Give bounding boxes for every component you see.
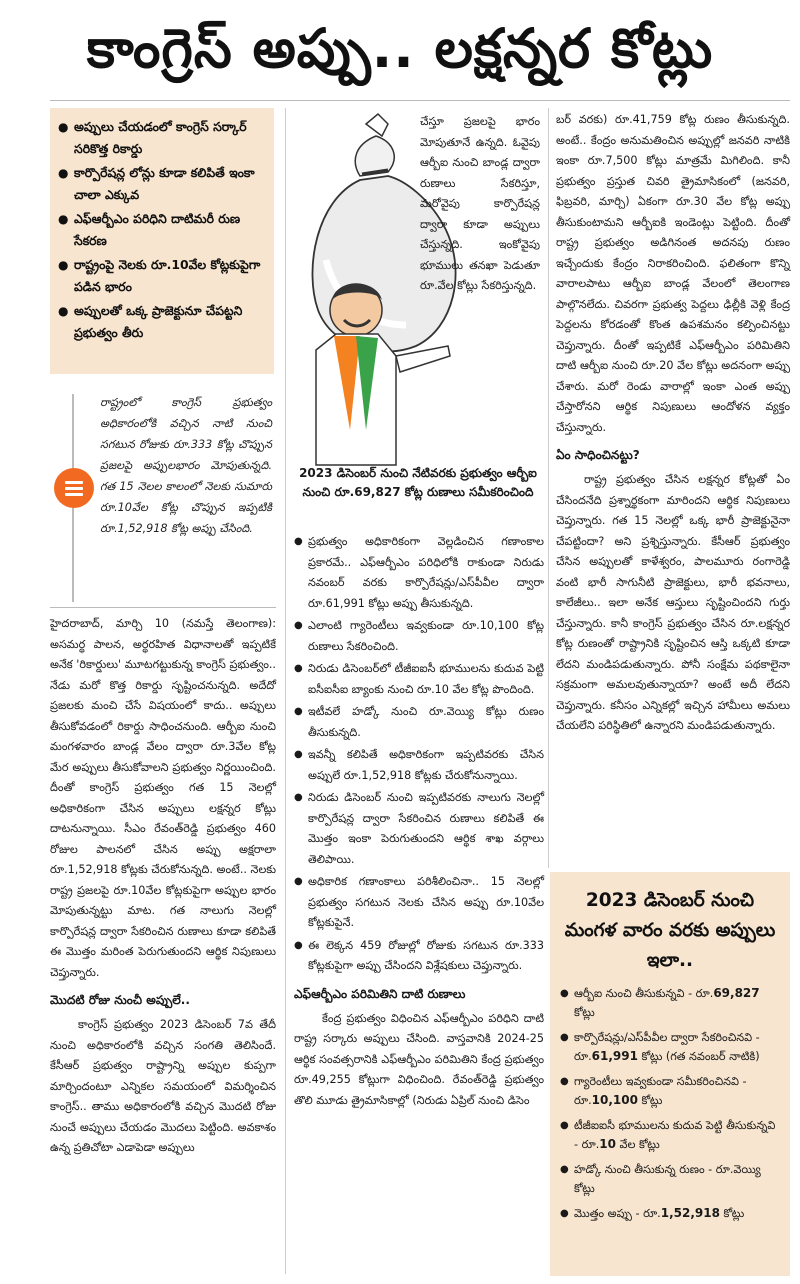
col2-bullet: ● ఎలాంటి గ్యారెంటీలు ఇవ్వకుండా రూ.10,100 కోట్ల రుణాలు సేకరించింది. (294, 616, 544, 657)
debt-summary-list (560, 984, 780, 1223)
highlights-box (50, 108, 274, 374)
column-divider-2 (548, 108, 549, 868)
highlight-item: ● ఎఫ్ఆర్బీఎం పరిధిని దాటిమరీ రుణ సేకరణ (58, 208, 268, 252)
column-2-lower (468, 336, 544, 466)
col2-bullets (294, 532, 544, 977)
top-divider (50, 100, 790, 101)
col3-subhead: ఏం సాధించినట్టు? (556, 448, 640, 462)
highlights-list (58, 116, 268, 344)
debt-item: ● హడ్కో నుంచి తీసుకున్న రుణం - రూ.వెయ్యి కోట్లు (560, 1160, 780, 1198)
headline: కాంగ్రెస్ అప్పు.. లక్షన్నర కోట్లు (86, 17, 714, 80)
col3-para1: బర్ వరకు) రూ.41,759 కోట్ల రుణం తీసుకున్నది. అంటే.. కేంద్రం అనుమతించిన అప్పుల్లో జనవరి నాటికి ఇంకా రూ.7,500 కోట్లు మాత్రమే మిగిలింది. కానీ ప్రభుత్వం ప్రస్తుత చివరి త్రైమాసికంలో (జనవరి, ఫిబ్రవరి, మార్చి) ఏకంగా రూ.30 వేల కోట్ల అప్పు తీసుకుంటామని ఆర్బీఐకి ఇండెంట్లు పెట్టింది. దీంతో రాష్ట్ర ప్రభుత్వం అడిగినంత అదనపు రుణం ఇచ్చేందుకు కేంద్రం నిరాకరించింది. ఫలితంగా కొన్ని వారాలపాటు ఆర్బీఐ బాండ్ల వేలంలో తెలంగాణ పాల్గొనలేదు. చివరగా ప్రభుత్వ పెద్దలు ఢిల్లీకి వెళ్లి కేంద్ర పెద్దలను కోరడంతో కొంత ఉపశమనం కల్పించినట్టు చెప్తున్నారు. దీంతో ఇప్పటికే ఎఫ్ఆర్బీఎం పరిమితిని దాటి ఆర్బీఐ నుంచి రూ.20 వేల కోట్లు అదనంగా అప్పు చేశారు. మరో రెండు వారాల్లో ఇంకా ఎంత అప్పు చేస్తారోనని ఆర్థిక నిపుణులు ఆందోళన వ్యక్తం చేస్తున్నారు. (556, 113, 790, 434)
column-2 (294, 532, 544, 1274)
column-2-top (420, 112, 540, 292)
col2-subhead: ఎఫ్ఆర్బీఎం పరిమితిని దాటి రుణాలు (294, 986, 466, 1001)
menu-icon (54, 468, 94, 508)
highlight-item: ● అప్పులతో ఒక్క ప్రాజెక్టునూ చేపట్టని ప్రభుత్వం తీరు (58, 300, 268, 344)
col2-top-text: చేస్తూ ప్రజలపై భారం మోపుతూనే ఉన్నది. ఓవైపు ఆర్బీఐ నుంచి బాండ్ల ద్వారా రుణాలు సేకరిస్తూ, మరోవైపు కార్పొరేషన్ల ద్వారా కూడా అప్పులు చేస్తున్నది. ఇంకోవైపు భూములు తనఖా పెడుతూ రూ.వేల కోట్లు సేకరిస్తున్నది. (420, 115, 540, 292)
col2-bullet: ● నిరుడు డిసెంబర్‌లో టీజీఐఐసీ భూములను కుదువ పెట్టి ఐసీఐసీఐ బ్యాంకు నుంచి రూ.10 వేల కోట్ల పొందింది. (294, 659, 544, 700)
debt-item: ● మొత్తం అప్పు - రూ.1,52,918 కోట్లు (560, 1204, 780, 1223)
debt-item: ● ఆర్బీఐ నుంచి తీసుకున్నవి - రూ.69,827 కోట్లు (560, 984, 780, 1022)
col3-para2: రాష్ట్ర ప్రభుత్వం చేసిన లక్షన్నర కోట్లతో ఏం చేసిందనేది ప్రశ్నార్థకంగా మారిందని ఆర్థిక నిపుణులు చెప్తున్నారు. గత 15 నెలల్లో ఒక్క భారీ ప్రాజెక్టునైనా చేపట్టిందా? అని ప్రశ్నిస్తున్నారు. కేసీఆర్ ప్రభుత్వం చేసిన అప్పులతో కాళేశ్వరం, పాలమూరు రంగారెడ్డి వంటి భారీ సాగునీటి ప్రాజెక్టులు, భారీ భవనాలు, కాలేజీలు.. ఇలా అనేక ఆస్తులు సృష్టించిందని గుర్తు చేస్తున్నారు. కానీ కాంగ్రెస్ ప్రభుత్వం చేసిన రూ.లక్షన్నర కోట్ల రుణంతో రాష్ట్రానికి సృష్టించిన ఆస్తి ఒక్కటి కూడా లేదని మండిపడుతున్నారు. పోనీ సంక్షేమ పథకాలైనా సక్రమంగా అమలవుతున్నాయా? అంటే అదీ లేదని చెప్తున్నారు. కనీసం ఎన్నికల్లో ఇచ్చిన హామీలు అమలు చేయలేని పరిస్థితిలో ఉన్నారని మండిపడుతున్నారు. (556, 473, 790, 732)
col2-bullet: ● ఈ లెక్కన 459 రోజుల్లో రోజుకు సగటున రూ.333 కోట్లకుపైగా అప్పు చేసిందని విశ్లేషకులు చెప్తున్నారు. (294, 936, 544, 977)
debt-summary-box (550, 872, 790, 1276)
col2-bullet: ● ఇటీవలే హడ్కో నుంచి రూ.వెయ్యి కోట్లు రుణం తీసుకున్నది. (294, 702, 544, 743)
col2-bullet: ● అధికారిక గణాంకాలు పరిశీలించినా.. 15 నెలల్లో ప్రభుత్వం సగటున నెలకు చేసిన అప్పు రూ.10వేల కోట్లకుపైనే. (294, 872, 544, 934)
col2-bullet: ● ప్రభుత్వం అధికారికంగా వెల్లడించిన గణాంకాల ప్రకారమే.. ఎఫ్ఆర్బీఎం పరిధిలోకి రాకుండా నిరుడు నవంబర్ వరకు కార్పొరేషన్లు/ఎస్‌పీవీల ద్వారా రూ.61,991 కోట్లు అప్పు తీసుకున్నది. (294, 532, 544, 614)
deck-text: రాష్ట్రంలో కాంగ్రెస్ ప్రభుత్వం అధికారంలోకి వచ్చిన నాటి నుంచి సగటున రోజుకు రూ.333 కోట్ల చొప్పున ప్రజలపై అప్పులభారం మోపుతున్నది. గత 15 నెలల కాలంలో నెలకు సుమారు రూ.10వేల కోట్ల చొప్పున ఇప్పటికి రూ.1,52,918 కోట్ల అప్పు చేసింది. (100, 396, 272, 535)
highlight-item: ● రాష్ట్రంపై నెలకు రూ.10వేల కోట్లకుపైగా పడిన భారం (58, 254, 268, 298)
debt-item: ● గ్యారెంటీలు ఇవ్వకుండా సమీకరించినవి - రూ.10,100 కోట్లు (560, 1072, 780, 1110)
column-1 (50, 614, 276, 1274)
center-heading: 2023 డిసెంబర్ నుంచి నేటివరకు ప్రభుత్వం ఆర్బీఐ నుంచి రూ.69,827 కోట్ల రుణాలు సమీకరించింది (299, 466, 537, 499)
col1-para1: హైదరాబాద్, మార్చి 10 (నమస్తే తెలంగాణ): అసమర్థ పాలన, అర్థరహిత విధానాలతో ఇప్పటికే అనేక 'రికార్డులు' మూటగట్టుకున్న కాంగ్రెస్ ప్రభుత్వం.. నేడు మరో కొత్త రికార్డు సృష్టించనున్నది. అదేదో ప్రజలకు మంచి చేసే విషయంలో కాదు.. అప్పులు తీసుకోవడంలో రికార్డు సాధించనుంది. ఆర్బీఐ నుంచి మంగళవారం బాండ్ల వేలం ద్వారా రూ.3వేల కోట్ల మేర అప్పులు తీసుకోవాలని ప్రభుత్వం నిర్ణయించింది. దీంతో కాంగ్రెస్ ప్రభుత్వం గత 15 నెలల్లో అధికారికంగా చేసిన అప్పులు లక్షన్నర కోట్లు దాటనున్నాయి. సీఎం రేవంత్‌రెడ్డి ప్రభుత్వం 460 రోజుల పాలనలో చేసిన అప్పు అక్షరాలా రూ.1,52,918 కోట్లకు చేరుకోనున్నది. అంటే.. నెలకు రాష్ట్ర ప్రజలపై రూ.10వేల కోట్లకుపైగా అప్పుల భారం మోపుతున్నట్టు మాట. గత నాలుగు నెలల్లో కార్పొరేషన్ల ద్వారా సేకరించిన రుణాలు కూడా కలిపితే ఈ మొత్తం మరింత పెరుగుతుందని ఆర్థిక నిపుణులు చెప్తున్నారు. (50, 617, 276, 979)
deck-divider (50, 607, 276, 608)
col2-bullet: ● నిరుడు డిసెంబర్ నుంచి ఇప్పటివరకు నాలుగు నెలల్లో కార్పొరేషన్ల ద్వారా సేకరించిన రుణాలు కలిపితే ఈ మొత్తం ఇంకా పెరుగుతుందని ఆర్థిక శాఖ వర్గాలు తెలిపాయి. (294, 788, 544, 870)
col1-subhead: మొదటి రోజు నుంచీ అప్పులే.. (50, 993, 190, 1007)
col1-para2: కాంగ్రెస్ ప్రభుత్వం 2023 డిసెంబర్ 7వ తేదీ నుంచి అధికారంలోకి వచ్చిన సంగతి తెలిసిందే. కేసీఆర్ ప్రభుత్వం రాష్ట్రాన్ని అప్పుల కుప్పగా మార్చిందంటూ ఎన్నికల సమయంలో విమర్శించిన కాంగ్రెస్.. తాము అధికారంలోకి వచ్చిన మొదటి రోజు నుంచే అప్పులు చేయడం మొదలు పెట్టింది. అవకాశం ఉన్న ప్రతిచోటా ఎడాపెడా అప్పులు (50, 1018, 276, 1154)
col2-para: కేంద్ర ప్రభుత్వం విధించిన ఎఫ్ఆర్బీఎం పరిధిని దాటి రాష్ట్ర సర్కారు అప్పులు చేసింది. వాస్తవానికి 2024-25 ఆర్థిక సంవత్సరానికి ఎఫ్ఆర్బీఎం పరిమితిని కేంద్ర ప్రభుత్వం రూ.49,255 కోట్లుగా విధించింది. రేవంత్‌రెడ్డి ప్రభుత్వం తొలి మూడు త్రైమాసికాల్లో (నిరుడు ఏప్రిల్ నుంచి డిసెం (294, 1011, 544, 1107)
debt-item: ● కార్పొరేషన్లు/ఎస్‌పీవీల ద్వారా సేకరించినవి - రూ.61,991 కోట్లు (గత నవంబర్ నాటికి) (560, 1028, 780, 1066)
highlight-item: ● కార్పొరేషన్ల లోన్లు కూడా కలిపితే ఇంకా చాలా ఎక్కువ (58, 162, 268, 206)
debt-summary-title: 2023 డిసెంబర్ నుంచి మంగళ వారం వరకు అప్పులు ఇలా.. (564, 890, 776, 971)
debt-item: ● టీజీఐఐసీ భూములను కుదువ పెట్టి తీసుకున్నవి - రూ.10 వేల కోట్లు (560, 1116, 780, 1154)
column-3 (556, 110, 790, 866)
col2-bullet: ● ఇవన్నీ కలిపితే అధికారికంగా ఇప్పటివరకు చేసిన అప్పులే రూ.1,52,918 కోట్లకు చేరుకోనున్నాయి. (294, 745, 544, 786)
highlight-item: ● అప్పులు చేయడంలో కాంగ్రెస్ సర్కార్ సరికొత్త రికార్డు (58, 116, 268, 160)
column-divider-1 (285, 108, 286, 1274)
